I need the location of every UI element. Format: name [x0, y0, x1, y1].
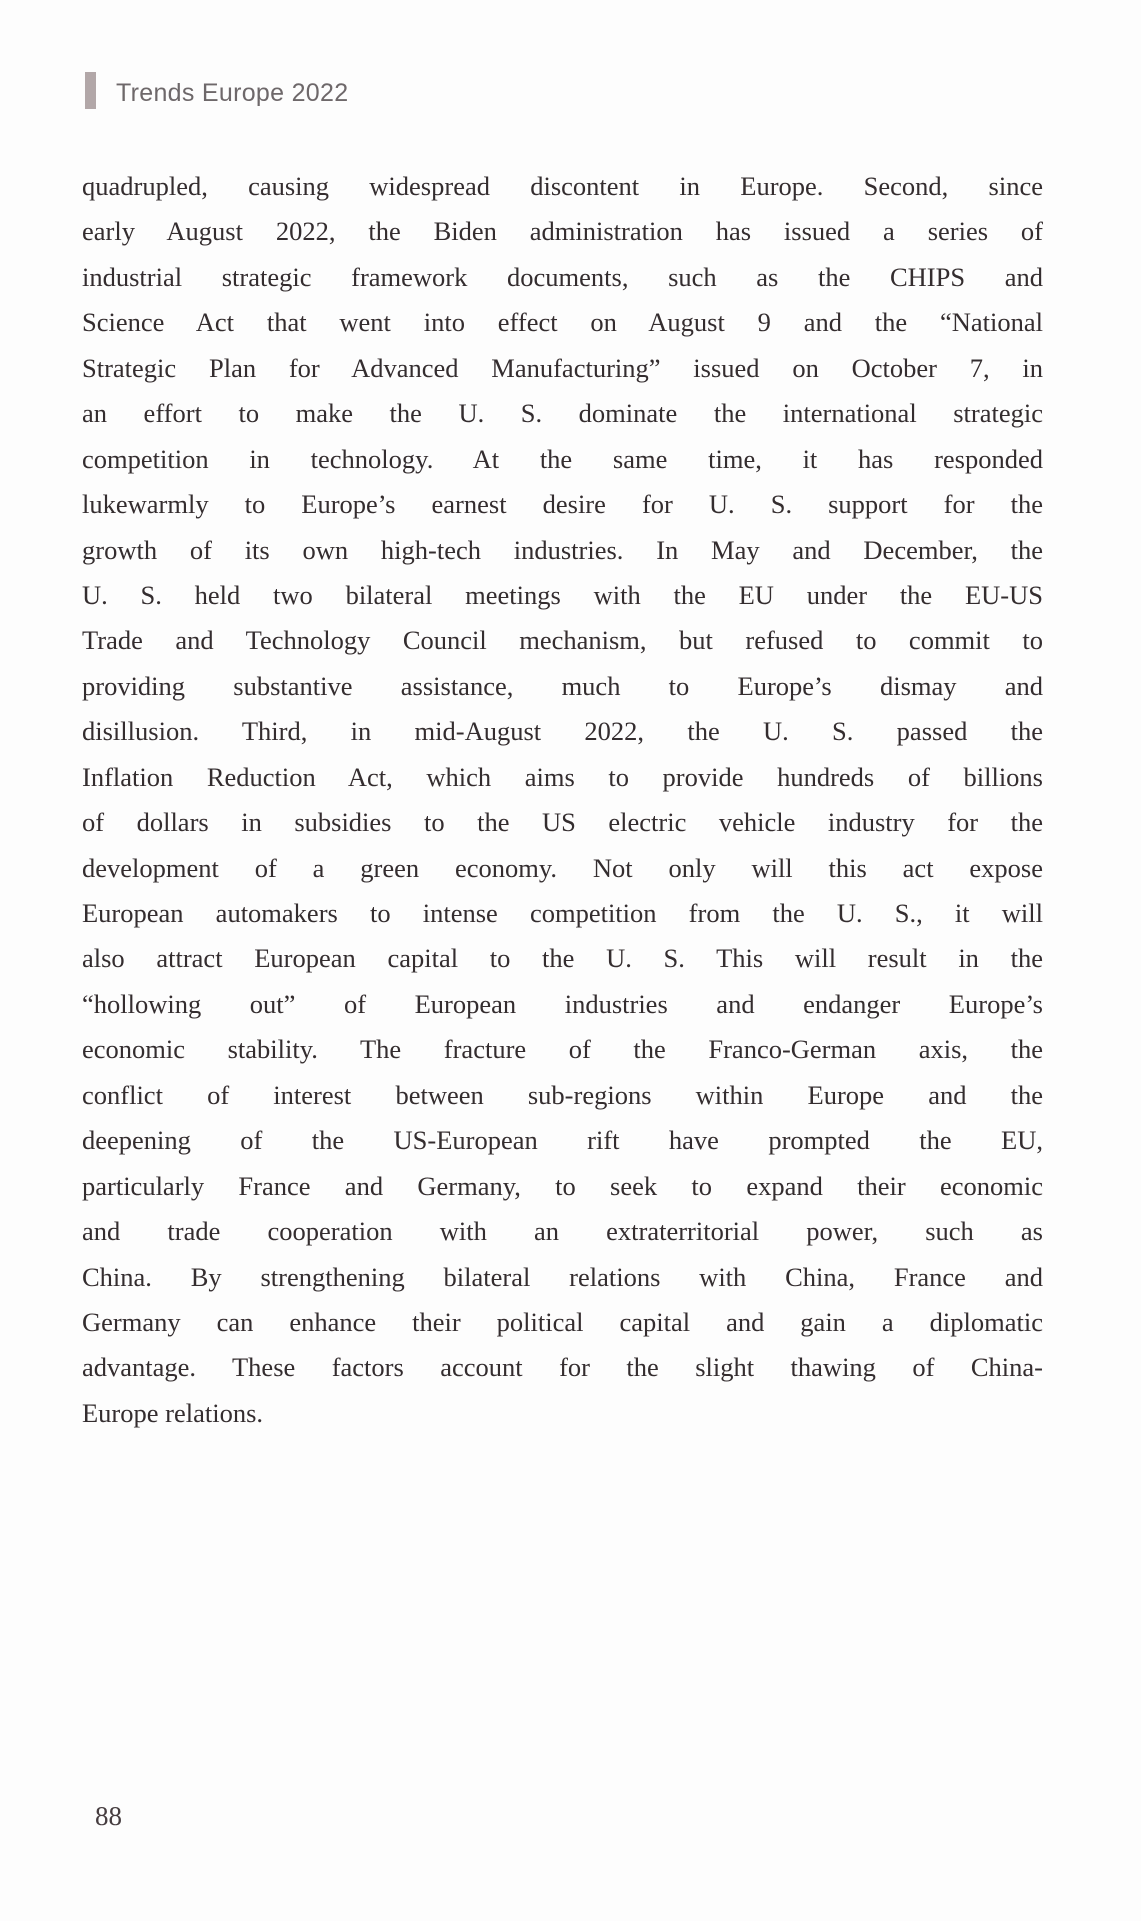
text-line: U. S. held two bilateral meetings with the EU under the EU-US [82, 579, 1043, 610]
text-line: particularly France and Germany, to seek to expand their economic [82, 1170, 1043, 1201]
text-line: competition in technology. At the same time, it has responded [82, 443, 1043, 474]
text-line: development of a green economy. Not only will this act expose [82, 852, 1043, 883]
text-line: lukewarmly to Europe’s earnest desire for U. S. support for the [82, 489, 1043, 520]
text-line: Science Act that went into effect on August 9 and the “National [82, 307, 1043, 338]
text-line: “hollowing out” of European industries and endanger Europe’s [82, 988, 1043, 1019]
text-line: quadrupled, causing widespread discontent in Europe. Second, since [82, 171, 1043, 201]
header-accent-bar [85, 72, 96, 109]
text-line: also attract European capital to the U. S. This will result in the [82, 943, 1043, 974]
page-number: 88 [95, 1801, 122, 1831]
text-line: Trade and Technology Council mechanism, but refused to commit to [82, 625, 1043, 656]
text-line: economic stability. The fracture of the Franco-German axis, the [82, 1034, 1043, 1065]
text-line: European automakers to intense competition from the U. S., it will [82, 898, 1043, 928]
text-line: and trade cooperation with an extraterritorial power, such as [82, 1216, 1043, 1247]
text-line: Inflation Reduction Act, which aims to provide hundreds of billions [82, 761, 1043, 792]
running-header-title: Trends Europe 2022 [116, 79, 349, 107]
text-line: China. By strengthening bilateral relations with China, France and [82, 1261, 1043, 1292]
running-header [85, 72, 348, 109]
text-line: early August 2022, the Biden administration has issued a series of [82, 216, 1043, 247]
text-line: of dollars in subsidies to the US electric vehicle industry for the [82, 807, 1043, 838]
text-line: advantage. These factors account for the slight thawing of China- [82, 1352, 1043, 1383]
text-line: Europe relations. [82, 1397, 264, 1428]
text-line: industrial strategic framework documents, such as the CHIPS and [82, 261, 1043, 292]
body-paragraph [82, 164, 1043, 1436]
text-line: conflict of interest between sub-regions within Europe and the [82, 1079, 1043, 1110]
text-line: Strategic Plan for Advanced Manufacturing” issued on October 7, in [82, 352, 1043, 383]
text-line: providing substantive assistance, much to Europe’s dismay and [82, 670, 1043, 701]
text-line: deepening of the US-European rift have prompted the EU, [82, 1125, 1043, 1156]
text-line: growth of its own high-tech industries. In May and December, the [82, 534, 1043, 565]
text-line: disillusion. Third, in mid-August 2022, the U. S. passed the [82, 716, 1043, 747]
text-line: an effort to make the U. S. dominate the international strategic [82, 398, 1043, 429]
text-line: Germany can enhance their political capital and gain a diplomatic [82, 1306, 1043, 1337]
